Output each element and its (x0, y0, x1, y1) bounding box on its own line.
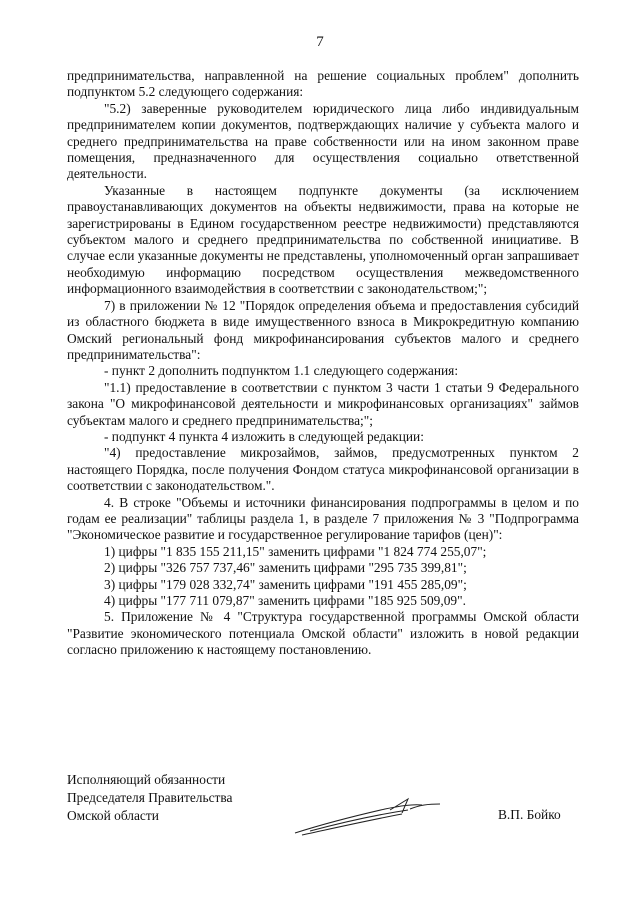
paragraph-11: 2) цифры "326 757 737,46" заменить цифрами "295 735 399,81"; (104, 560, 467, 576)
document-body (67, 68, 579, 659)
handwritten-signature (290, 795, 450, 845)
paragraph-1: предпринимательства, направленной на решение социальных проблем" дополнить подпунктом 5.2 следующего содержания: (67, 68, 579, 100)
position-line-3: Омской области (67, 808, 159, 823)
page-number: 7 (316, 34, 324, 50)
position-line-1: Исполняющий обязанности (67, 772, 226, 787)
paragraph-5: - пункт 2 дополнить подпунктом 1.1 следующего содержания: (104, 363, 459, 379)
paragraph-8: "4) предоставление микрозаймов, займов, предусмотренных пунктом 2 настоящего Порядка, после получения Фондом статуса микрофинансовой организации в соответствии с законодательством.". (67, 445, 579, 494)
paragraph-9: 4. В строке "Объемы и источники финансирования подпрограммы в целом и по годам ее реализации" таблицы раздела 1, в разделе 7 приложения № 3 "Подпрограмма "Экономическое развитие и государственное регулирование тарифов (цен)": (67, 494, 579, 543)
paragraph-13: 4) цифры "177 711 079,87" заменить цифрами "185 925 509,09". (104, 593, 466, 608)
paragraph-3: Указанные в настоящем подпункте документы (за исключением правоустанавливающих документов на объекты недвижимости, права на которые не зарегистрированы в Едином государственном реестре недвижимости) представляются субъектом малого и среднего предпринимательства по собственной инициативе. В случае если указанные документы не представлены, уполномоченный орган запрашивает необходимую информацию посредством осуществления межведомственного информационного взаимодействия в соответствии с законодательством;"; (67, 182, 579, 297)
paragraph-12: 3) цифры "179 028 332,74" заменить цифрами "191 455 285,09"; (104, 576, 467, 592)
paragraph-6: "1.1) предоставление в соответствии с пунктом 3 части 1 статьи 9 Федерального закона "О микрофинансовой деятельности и микрофинансовых организациях" займов субъектам малого и среднего предпринимательства;"; (67, 379, 579, 428)
signatory-position (67, 771, 232, 825)
position-line-2: Председателя Правительства (67, 790, 233, 805)
paragraph-7: - подпункт 4 пункта 4 изложить в следующей редакции: (104, 428, 424, 444)
paragraph-4: 7) в приложении № 12 "Порядок определения объема и предоставления субсидий из областного бюджета в виде имущественного взноса в Микрокредитную компанию Омский региональный фонд микрофинансирования субъектов малого и среднего предпринимательства": (67, 297, 579, 362)
paragraph-2: "5.2) заверенные руководителем юридического лица либо индивидуальным предпринимателем копии документов, подтверждающих наличие у субъекта малого и среднего предпринимательства на праве собственности или на ином законном праве помещения, предназначенного для осуществления социально ответственной деятельности. (67, 100, 579, 182)
paragraph-10: 1) цифры "1 835 155 211,15" заменить цифрами "1 824 774 255,07"; (104, 543, 487, 559)
signatory-name: В.П. Бойко (498, 807, 561, 822)
paragraph-14: 5. Приложение № 4 "Структура государственной программы Омской области "Развитие экономического потенциала Омской области" изложить в новой редакции согласно приложению к настоящему постановлению. (67, 609, 579, 658)
